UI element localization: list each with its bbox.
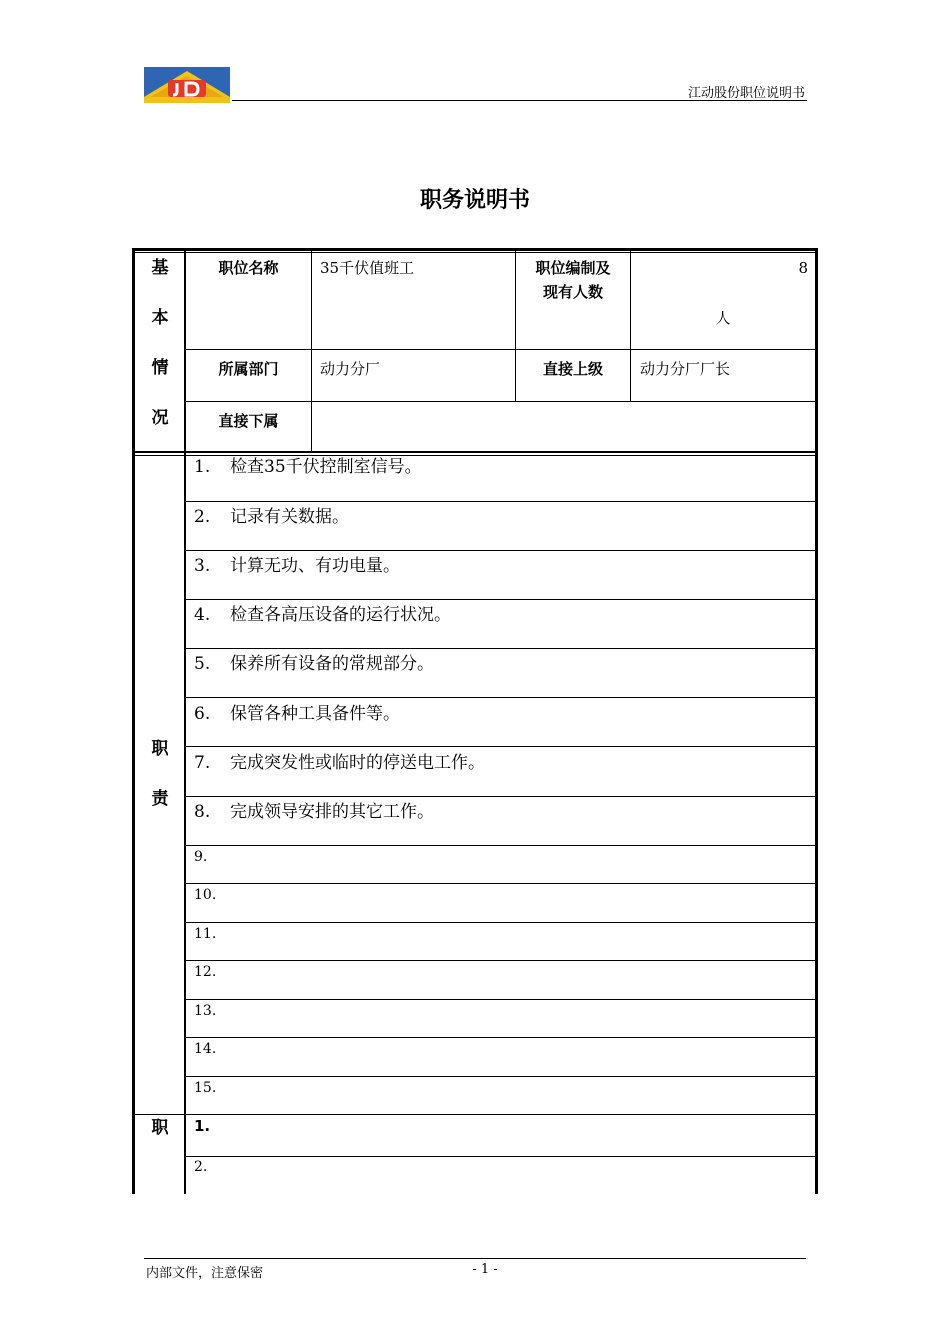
blank-duty-number: 15.: [194, 1080, 217, 1096]
grid-line: [135, 451, 815, 453]
duty-item: [194, 554, 400, 578]
authority-item-number: 2.: [194, 1159, 208, 1175]
page-title: 职务说明书: [419, 188, 530, 213]
headcount-unit: 人: [715, 309, 731, 327]
grid-line: [185, 883, 815, 884]
duty-number: 5.: [194, 654, 211, 674]
section-label-authority-char: 职: [151, 1118, 169, 1138]
grid-line: [185, 550, 815, 551]
section-label-basic-char: 情: [151, 358, 169, 378]
duty-item: [194, 603, 451, 627]
section-label-basic-char: 况: [151, 408, 169, 428]
duty-text: 保养所有设备的常规部分。: [230, 654, 434, 674]
grid-line: [185, 599, 815, 600]
header-divider: [232, 100, 807, 101]
duty-item: [194, 505, 349, 529]
supervisor-label: 直接上级: [542, 360, 603, 378]
duty-number: 6.: [194, 704, 211, 724]
duty-item: [194, 702, 400, 726]
grid-line: [311, 251, 312, 452]
blank-duty-number: 10.: [194, 887, 217, 903]
grid-line: [185, 401, 815, 402]
duty-text: 保管各种工具备件等。: [230, 704, 400, 724]
document-series-title: 江动股份职位说明书: [687, 86, 805, 101]
jd-company-logo-icon: [144, 67, 230, 103]
grid-line: [185, 349, 815, 350]
blank-duty-number: 9.: [194, 849, 208, 865]
grid-line: [185, 1156, 815, 1157]
department-value: 动力分厂: [320, 360, 381, 378]
duty-item: [194, 455, 422, 479]
grid-line: [185, 648, 815, 649]
duty-text: 记录有关数据。: [230, 507, 349, 527]
duty-number: 1.: [194, 457, 211, 477]
section-label-duties-char: 职: [151, 739, 169, 759]
duty-item: [194, 652, 434, 676]
position-name-label: 职位名称: [218, 259, 279, 277]
duty-text: 完成领导安排的其它工作。: [230, 802, 434, 822]
supervisor-value: 动力分厂厂长: [640, 360, 731, 378]
duty-text: 完成突发性或临时的停送电工作。: [230, 753, 485, 773]
grid-line: [185, 501, 815, 502]
grid-line: [185, 1076, 815, 1077]
headcount-label-line1: 职位编制及: [535, 259, 611, 277]
grid-line: [185, 1037, 815, 1038]
blank-duty-number: 14.: [194, 1041, 217, 1057]
headcount-value: 8: [798, 259, 808, 277]
headcount-label-line2: 现有人数: [542, 283, 603, 301]
section-label-basic-char: 基: [151, 258, 169, 278]
grid-line: [185, 697, 815, 698]
blank-duty-number: 12.: [194, 964, 217, 980]
duty-number: 4.: [194, 605, 211, 625]
grid-line: [185, 922, 815, 923]
blank-duty-number: 13.: [194, 1003, 217, 1019]
grid-line: [185, 746, 815, 747]
grid-line: [185, 845, 815, 846]
section-label-basic-char: 本: [151, 308, 169, 328]
subordinate-label: 直接下属: [218, 412, 279, 430]
duty-text: 检查各高压设备的运行状况。: [230, 605, 451, 625]
duty-text: 检查35千伏控制室信号。: [230, 457, 422, 477]
blank-duty-number: 11.: [194, 926, 217, 942]
duty-item: [194, 751, 485, 775]
confidential-notice: 内部文件，注意保密: [146, 1266, 264, 1281]
authority-item-number: 1.: [194, 1117, 211, 1135]
section-label-duties-char: 责: [151, 789, 169, 809]
footer-divider: [144, 1258, 806, 1259]
grid-line: [185, 999, 815, 1000]
duty-number: 3.: [194, 556, 211, 576]
duty-number: 7.: [194, 753, 211, 773]
grid-line: [135, 1114, 815, 1115]
page-number: - 1 -: [472, 1262, 498, 1277]
company-logo: [144, 67, 230, 103]
grid-line: [135, 252, 815, 253]
grid-line: [185, 796, 815, 797]
duty-text: 计算无功、有功电量。: [230, 556, 400, 576]
department-label: 所属部门: [218, 360, 279, 378]
grid-line: [185, 960, 815, 961]
duty-number: 2.: [194, 507, 211, 527]
duty-number: 8.: [194, 802, 211, 822]
grid-line: [184, 251, 186, 1194]
duty-item: [194, 800, 434, 824]
position-name-value: 35千伏值班工: [320, 259, 415, 277]
headcount-label: [516, 256, 630, 304]
